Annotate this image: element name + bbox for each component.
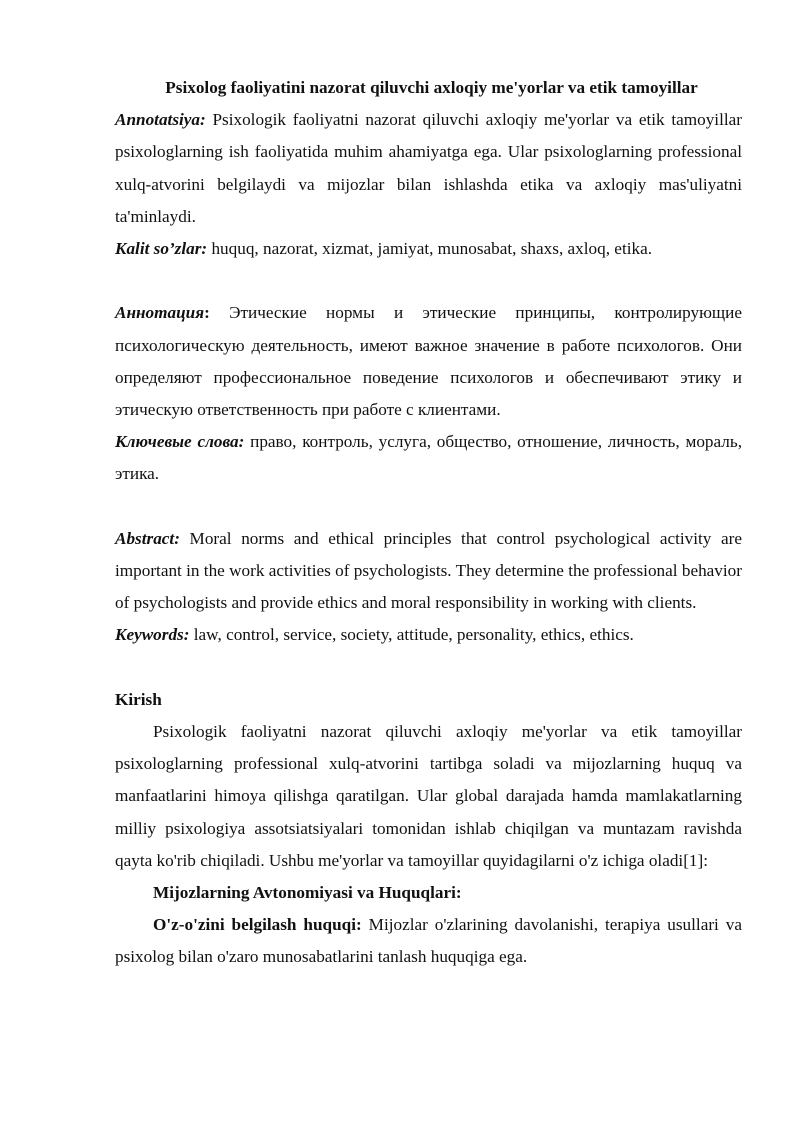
keywords-en (115, 619, 742, 651)
keywords-ru (115, 426, 742, 490)
document-title: Psixolog faoliyatini nazorat qiluvchi axloqiy me'yorlar va etik tamoyillar (165, 78, 698, 97)
keywords-uz-text: huquq, nazorat, xizmat, jamiyat, munosabat, shaxs, axloq, etika. (207, 239, 653, 259)
section-heading-intro: Kirish (115, 689, 162, 709)
keywords-uz-label: Kalit so’zlar: (115, 239, 208, 259)
intro-paragraph: Psixologik faoliyatni nazorat qiluvchi axloqiy me'yorlar va etik tamoyillar psixologlarning professional xulq-atvorini tartibga soladi va mijozlarning huquq va manfaatlarini himoya qilishga qaratilgan. Ular global darajada hamda mamlakatlarning milliy psixologiya assotsiatsiyalari tomonidan ishlab chiqilgan va muntazam ravishda qayta ko'rib chiqiladi. Ushbu me'yorlar va tamoyillar quyidagilarni o'z ichiga oladi[1]: (115, 722, 742, 870)
annotation-ru (115, 297, 742, 426)
annotation-uz (115, 104, 742, 233)
spacer (115, 652, 742, 684)
annotation-ru-colon: : (204, 303, 210, 323)
annotation-uz-label: Annotatsiya: (115, 110, 206, 130)
keywords-ru-label: Ключевые слова: (115, 432, 245, 452)
keywords-en-label: Keywords: (115, 625, 190, 645)
annotation-ru-label: Аннотация (115, 303, 205, 323)
intro-list-item (115, 909, 742, 973)
abstract-en (115, 523, 742, 620)
spacer (115, 265, 742, 297)
list-item-label: O'z-o'zini belgilash huquqi: (153, 915, 362, 935)
document-page (115, 72, 742, 974)
keywords-ru-text: право, контроль, услуга, общество, отношение, личность, мораль, этика. (115, 432, 743, 484)
list-item-text: Mijozlar o'zlarining davolanishi, terapiya usullari va psixolog bilan o'zaro munosabatlarini tanlash huquqiga ega. (115, 915, 742, 967)
annotation-uz-text: Psixologik faoliyatni nazorat qiluvchi axloqiy me'yorlar va etik tamoyillar psixologlarning ish faoliyatida muhim ahamiyatga ega. Ular psixologlarning professional xulq-atvorini belgilaydi va mijozlar bilan ishlashda etika va axloqiy mas'uliyatni ta'minlaydi. (115, 110, 742, 226)
keywords-en-text: law, control, service, society, attitude, personality, ethics, ethics. (189, 625, 634, 645)
abstract-en-label: Abstract: (115, 528, 180, 548)
subsection-heading: Mijozlarning Avtonomiyasi va Huquqlari: (153, 883, 462, 903)
abstract-en-text: Moral norms and ethical principles that control psychological activity are important in the work activities of psychologists. They determine the professional behavior of psychologists and provide ethics and moral responsibility in working with clients. (115, 528, 742, 613)
keywords-uz (115, 233, 742, 265)
spacer (115, 491, 742, 523)
annotation-ru-text: Этические нормы и этические принципы, контролирующие психологическую деятельность, имеют важное значение в работе психологов. Они определяют профессиональное поведение психологов и обеспечивают этику и этическую ответственность при работе с клиентами. (115, 303, 742, 420)
